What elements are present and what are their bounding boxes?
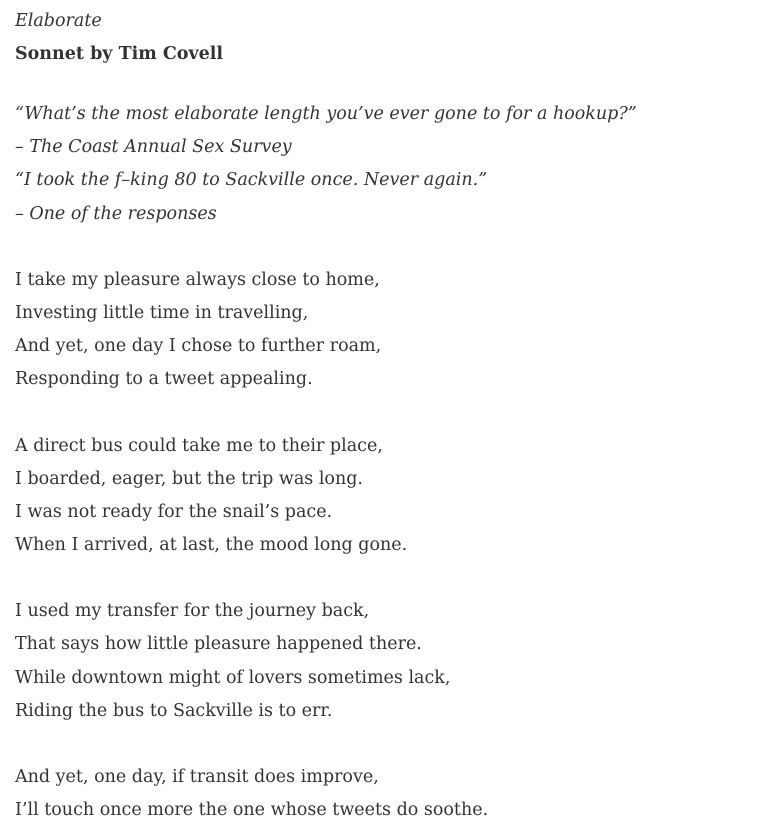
stanza: [15, 595, 744, 728]
poem-line: Investing little time in travelling,: [15, 302, 309, 323]
poem-line: I used my transfer for the journey back,: [15, 601, 370, 622]
poem-line: I was not ready for the snail’s pace.: [15, 501, 333, 522]
epigraph-line: “What’s the most elaborate length you’ve ever gone to for a hookup?”: [15, 104, 637, 124]
poem-line: And yet, one day I chose to further roam,: [15, 336, 382, 357]
stanza: [15, 264, 744, 397]
poem-line: And yet, one day, if transit does improve,: [15, 767, 379, 787]
poem-line: While downtown might of lovers sometimes lack,: [15, 667, 451, 688]
poem-line: When I arrived, at last, the mood long gone.: [15, 535, 408, 556]
epigraph-line: – The Coast Annual Sex Survey: [15, 137, 292, 158]
poem-line: That says how little pleasure happened there.: [15, 634, 422, 655]
poem-byline: Sonnet by Tim Covell: [15, 44, 224, 64]
poem-line: I’ll touch once more the one whose tweets do soothe.: [15, 800, 489, 821]
poem-line: A direct bus could take me to their place,: [15, 435, 383, 456]
poem-line: Responding to a tweet appealing.: [15, 369, 313, 390]
epigraph-line: – One of the responses: [15, 203, 217, 224]
epigraph: [15, 98, 744, 231]
poem-title: Elaborate: [15, 11, 102, 31]
poem-line: I take my pleasure always close to home,: [15, 269, 380, 290]
stanza: [15, 761, 744, 827]
poem-line: Riding the bus to Sackville is to err.: [15, 700, 333, 721]
poem-line: I boarded, eager, but the trip was long.: [15, 468, 363, 489]
stanza: [15, 430, 744, 563]
epigraph-line: “I took the f–king 80 to Sackville once. Never again.”: [15, 170, 488, 191]
